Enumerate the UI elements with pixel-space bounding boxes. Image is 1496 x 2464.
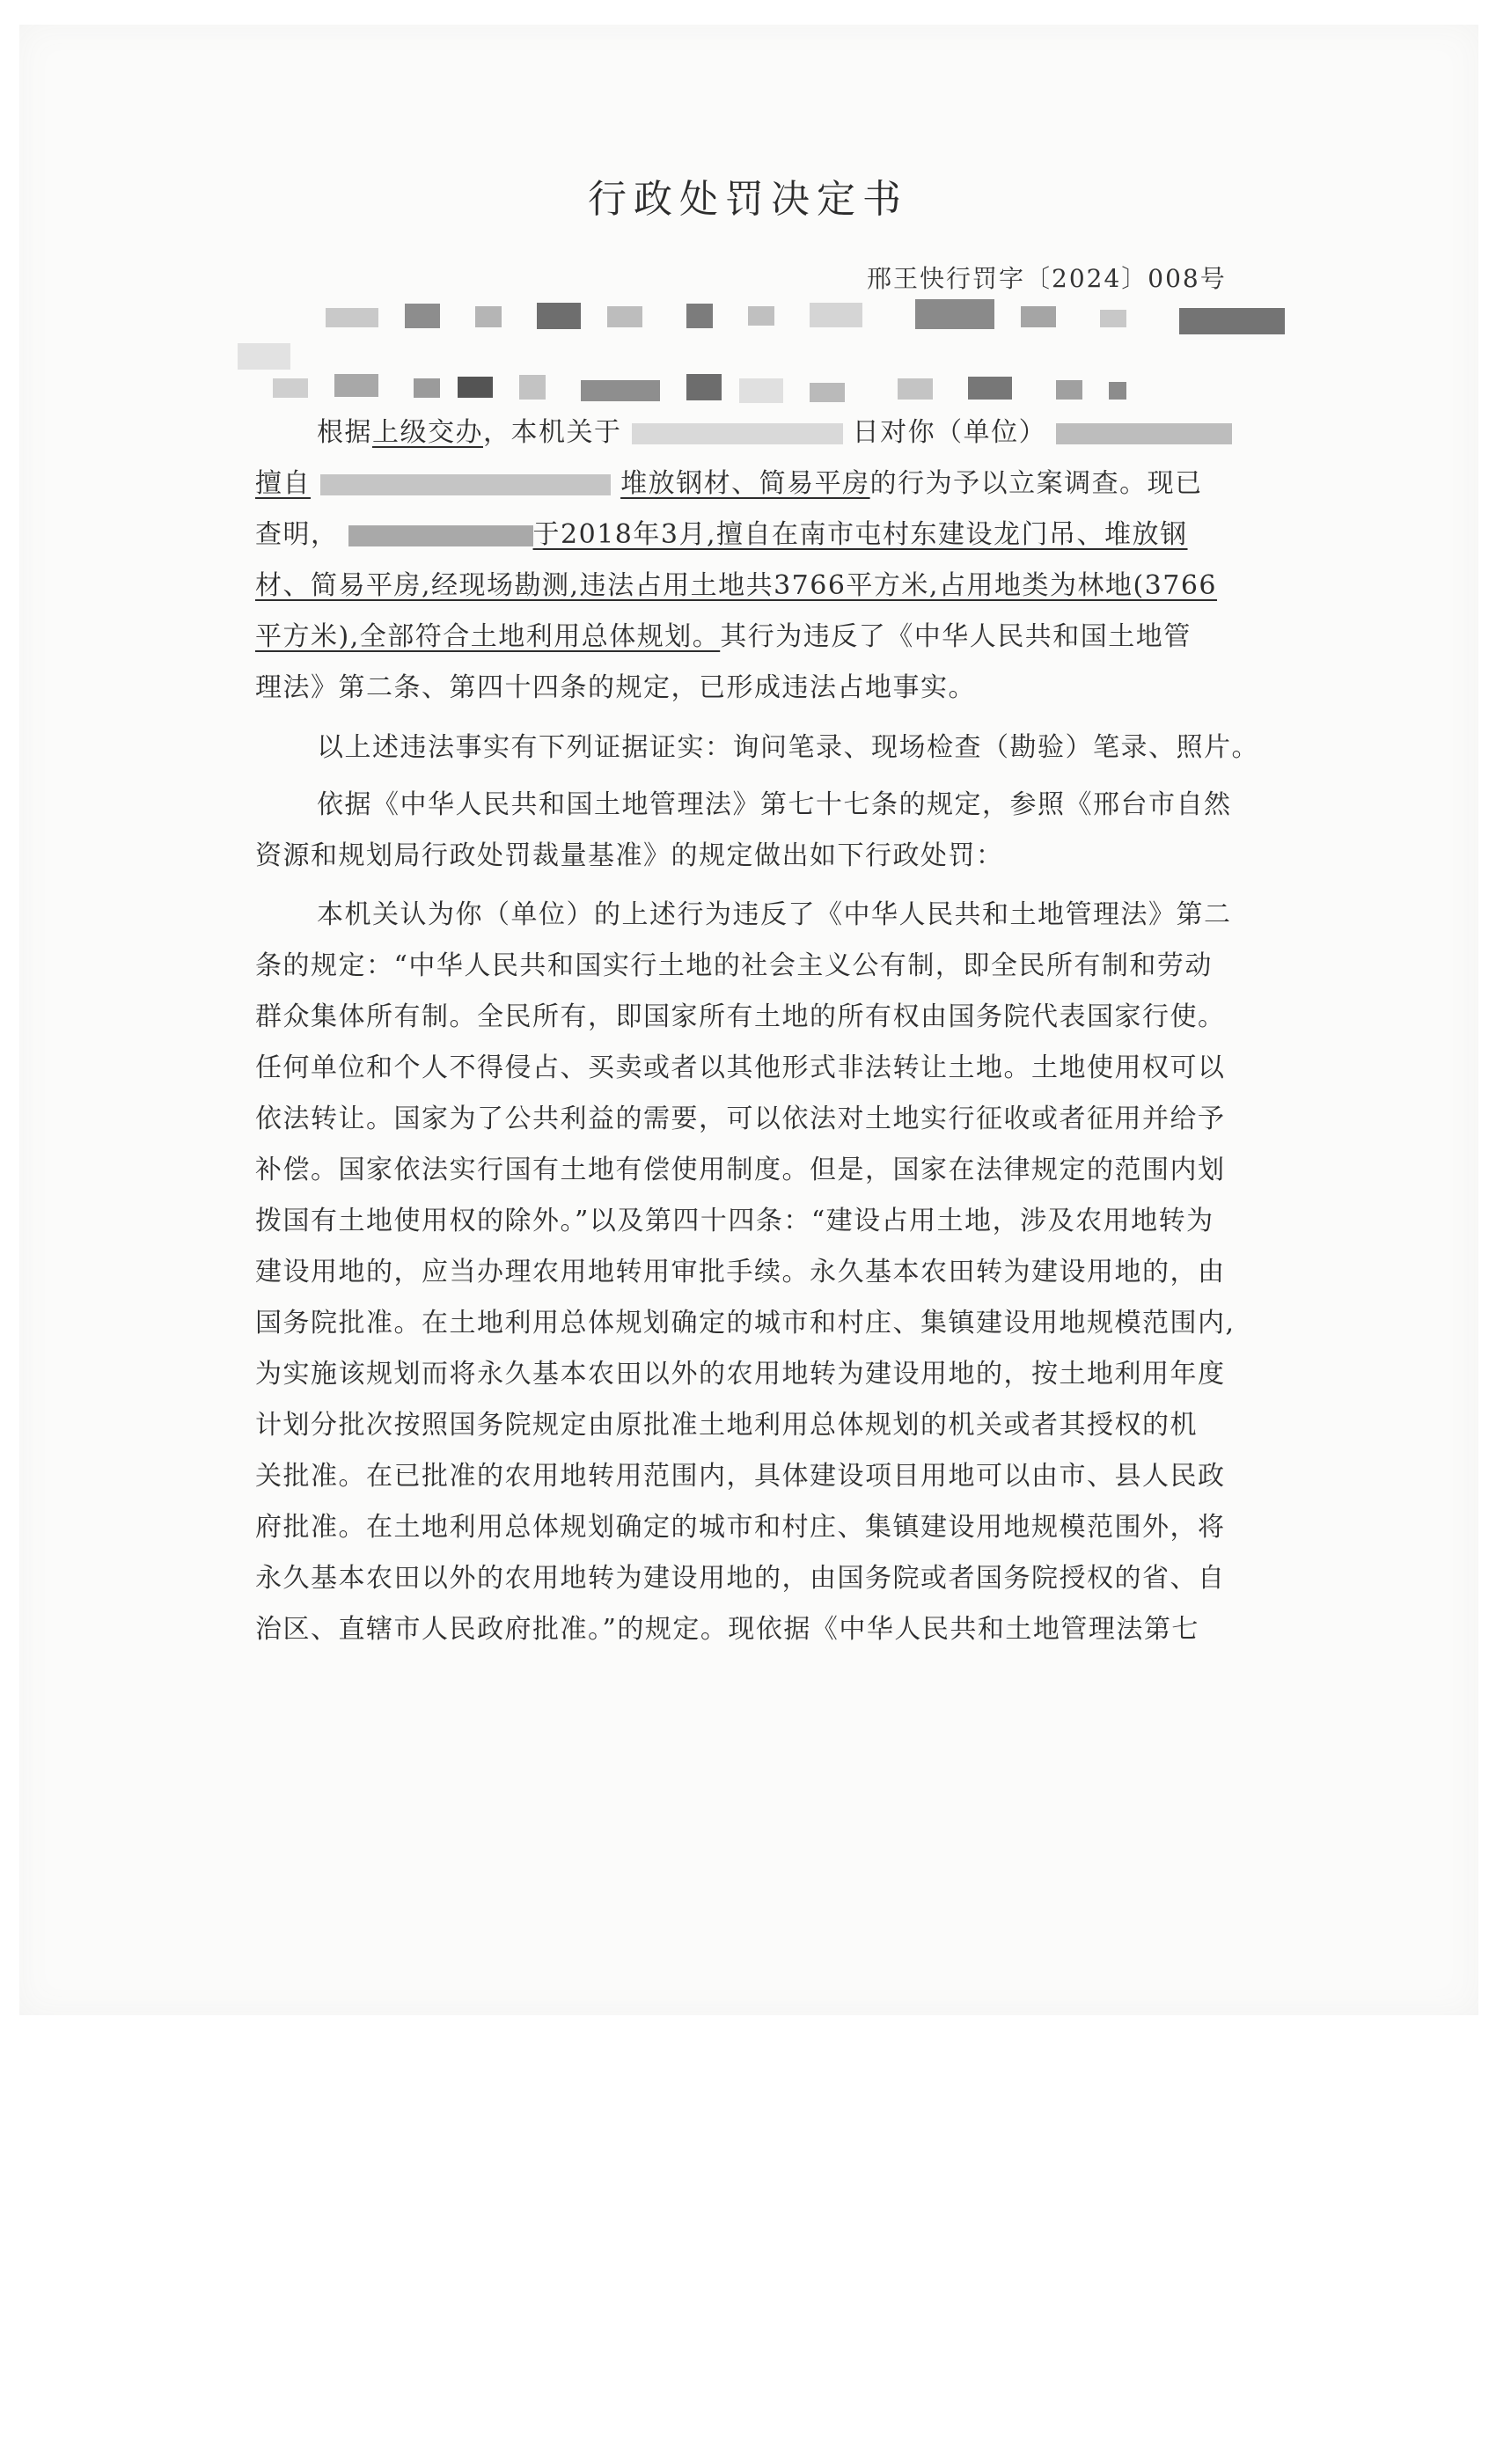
paragraph-4-line-14: 永久基本农田以外的农用地转为建设用地的，由国务院或者国务院授权的省、自 [255,1563,1226,1594]
paragraph-1-line-2: 擅自 堆放钢材、简易平房的行为予以立案调查。现已 [255,468,1203,499]
redacted-location [320,474,611,495]
paragraph-4-line-15: 治区、直辖市人民政府批准。”的规定。现依据《中华人民共和土地管理法第七 [255,1614,1199,1645]
paragraph-4-line-8: 建设用地的，应当办理农用地转用审批手续。永久基本农田转为建设用地的，由 [255,1257,1226,1287]
redacted-name [1056,423,1232,444]
paragraph-1-line-5: 平方米),全部符合土地利用总体规划。其行为违反了《中华人民共和国土地管 [255,621,1192,652]
paragraph-4-line-2: 条的规定：“中华人民共和国实行土地的社会主义公有制，即全民所有制和劳动 [255,950,1213,981]
paragraph-4-line-7: 拨国有土地使用权的除外。”以及第四十四条：“建设占用土地，涉及农用地转为 [255,1206,1214,1236]
paragraph-4-line-13: 府批准。在土地利用总体规划确定的城市和村庄、集镇建设用地规模范围外，将 [255,1512,1226,1543]
document-title: 行政处罚决定书 [588,177,908,222]
paragraph-1-line-6: 理法》第二条、第四十四条的规定，已形成违法占地事实。 [255,672,976,703]
document-number: 邢王快行罚字〔2024〕008号 [867,264,1227,293]
redacted-date [632,423,843,444]
redacted-party [348,525,533,546]
paragraph-3-line-2: 资源和规划局行政处罚裁量基准》的规定做出如下行政处罚： [255,840,1004,871]
paragraph-4-line-10: 为实施该规划而将永久基本农田以外的农用地转为建设用地的，按土地利用年度 [255,1359,1226,1390]
paragraph-4-line-3: 群众集体所有制。全民所有，即国家所有土地的所有权由国务院代表国家行使。 [255,1001,1226,1032]
paragraph-4-line-1: 本机关认为你（单位）的上述行为违反了《中华人民共和土地管理法》第二 [317,899,1232,930]
paragraph-1-line-4: 材、简易平房,经现场勘测,违法占用土地共3766平方米,占用地类为林地(3766 [255,570,1218,601]
paragraph-4-line-9: 国务院批准。在土地利用总体规划确定的城市和村庄、集镇建设用地规模范围内, [255,1308,1236,1338]
paragraph-1-line-3: 查明， 于2018年3月,擅自在南市屯村东建设龙门吊、堆放钢 [255,519,1188,550]
paragraph-1-line-1: 根据上级交办，本机关于 日对你（单位） [255,415,1329,451]
paragraph-4-line-12: 关批准。在已批准的农用地转用范围内，具体建设项目用地可以由市、县人民政 [255,1461,1226,1492]
paragraph-4-line-5: 依法转让。国家为了公共利益的需要，可以依法对土地实行征收或者征用并给予 [255,1104,1226,1134]
paragraph-4-line-6: 补偿。国家依法实行国有土地有偿使用制度。但是，国家在法律规定的范围内划 [255,1155,1226,1185]
redacted-party-info [229,290,1241,405]
paragraph-2-line-1: 以上述违法事实有下列证据证实：询问笔录、现场检查（勘验）笔录、照片。 [317,732,1259,763]
paragraph-4-line-4: 任何单位和个人不得侵占、买卖或者以其他形式非法转让土地。土地使用权可以 [255,1052,1226,1083]
paragraph-4-line-11: 计划分批次按照国务院规定由原批准土地利用总体规划的机关或者其授权的机 [255,1410,1198,1441]
paragraph-3-line-1: 依据《中华人民共和国土地管理法》第七十七条的规定，参照《邢台市自然 [317,789,1232,820]
